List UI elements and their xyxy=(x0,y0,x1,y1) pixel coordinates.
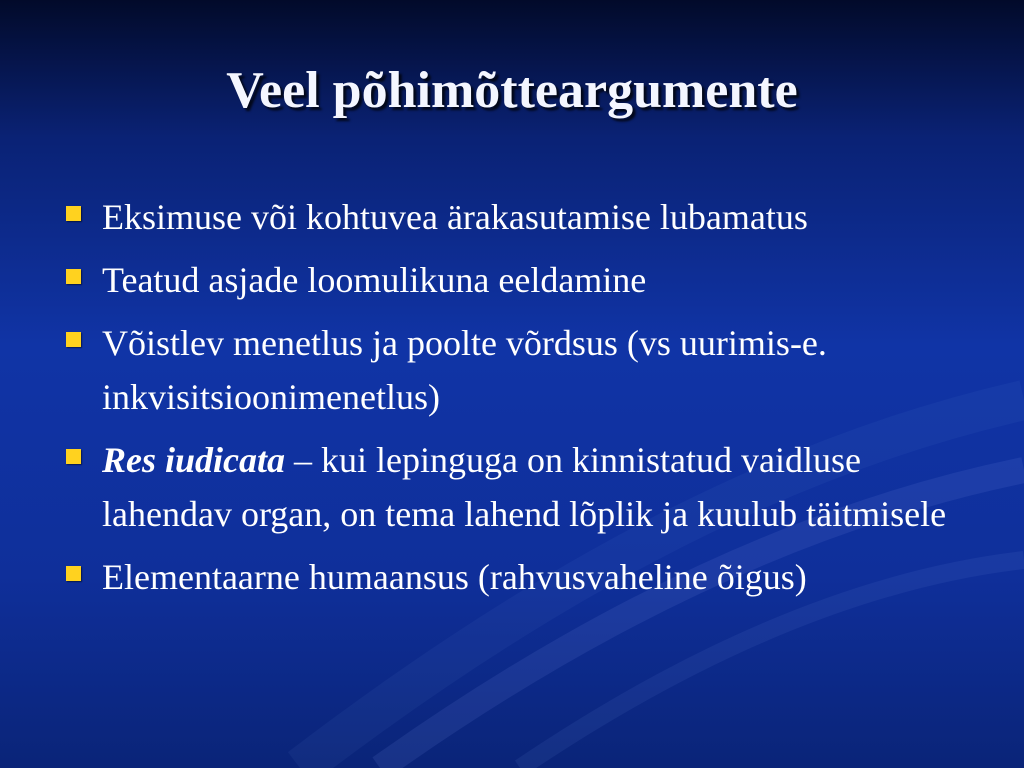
bullet-text: – kui lepinguga on kinnistatud vaidluse lahendav organ, on tema lahend lõplik ja kuulub täitmisele xyxy=(102,440,947,534)
bullet-item-1 xyxy=(64,190,969,244)
bullet-list xyxy=(64,190,969,613)
bullet-item-2 xyxy=(64,253,969,307)
square-bullet-icon xyxy=(66,449,81,464)
slide-title: Veel põhimõtteargumente xyxy=(226,62,798,119)
square-bullet-icon xyxy=(66,332,81,347)
bullet-text: Teatud asjade loomulikuna eeldamine xyxy=(102,260,647,300)
bullet-text: Elementaarne humaansus (rahvusvaheline õigus) xyxy=(102,557,807,597)
bullet-text: Võistlev menetlus ja poolte võrdsus (vs uurimis-e. inkvisitsioonimenetlus) xyxy=(102,323,827,417)
bullet-item-4 xyxy=(64,433,969,541)
bullet-item-3 xyxy=(64,316,969,424)
square-bullet-icon xyxy=(66,566,81,581)
square-bullet-icon xyxy=(66,206,81,221)
bullet-emphasis: Res iudicata xyxy=(102,440,286,480)
square-bullet-icon xyxy=(66,269,81,284)
bullet-item-5 xyxy=(64,550,969,604)
bullet-text: Eksimuse või kohtuvea ärakasutamise lubamatus xyxy=(102,197,808,237)
